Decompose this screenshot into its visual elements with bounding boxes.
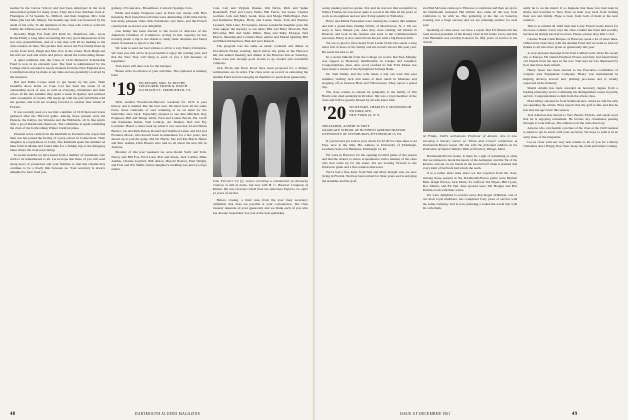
paragraph: Before closing, a brief note from the ever busy secretary: remember that dues are payable at your convenience. The class treasury depends on your generosity and we thank each of you who has already responded. See you at the next gathering.: [212, 198, 308, 215]
paragraph: We want to send our best wishes to all for a very Merry Christmas. We trust you will all be in good health to enjoy the coming year, and that the New Year will bring to each of you a full measure of happiness.: [111, 46, 207, 63]
address-line: 254 PEACH ST., SPRINGFIELD, VT.: [138, 88, 192, 93]
page-number: 48: [10, 412, 16, 417]
magazine-title: DARTMOUTH ALUMNI MAGAZINE: [134, 412, 201, 416]
page-number: 49: [571, 412, 578, 417]
issue-date: ISSUE OF DECEMBER 1961: [400, 412, 451, 416]
left-column-2: [111, 6, 206, 404]
paragraph: We were delighted to receive news that Roger Whitman, one of our most loyal members, has completed forty years of service with the same company and is now planning a round-the-world trip with his wife Ruth.: [422, 193, 518, 210]
paragraph: In a recent bulletin from the College we notice that Ken Murphy was tapped to Honorary membership in Casque and Gauntlet. Congratulations, Ken. Also word reached us that Fritz Parker has been made a trustee of the Springfield Savings Bank.: [322, 54, 417, 72]
class-year-heading-20: [322, 103, 417, 125]
treasurer-line: TREASURER, FRANK R. HATCH: [138, 84, 188, 89]
left-column-3: [213, 6, 308, 404]
paragraph: and Bud McLane came up to Hanover to celebrate and then on up for the Dartmouth weekend. Hal Gilbert also came all the way from California to be with us. The gathering at the Inn on Saturday evening was a huge success and we are planning another for next year.: [422, 6, 518, 27]
secretary-line: SECRETARY, MRS. M. BLYTHE: [138, 80, 186, 85]
paragraph: Cole, Carl and Virginia Danzer, Jim Davis, Dick and Spike Dodenhoff, Fred and Grace Wells, Bill Ferris, Joe Geier, Charles Gorman, Jack and Mary Grant, Ross and Marge Heffelfinger, Pete and Katherine Hughes, Harry and Louise Janus, Tom and Bernice Leonard, Sam Lenz, Ed Lennon, whose wonderful daughter gave the class supper the mystery at our table; Phil and Betty MacColl, Bob McCarthy, Bill and Sadie Miller, Shep and Ruby Morgan, Ned Morris, Sheridan and Cornelia Mott, Arthur and Muriel Quimby, Bill and Helen Richardson, Bud and Gert Russell.: [212, 6, 308, 44]
paragraph: sadly he is on the mend. It so happens that these two had been in Rome and travelled to New York on their way back from visiting their son and family. Hope to hear from both of them at the next reunion.: [523, 6, 619, 23]
paragraph: In recent months we have heard from a number of classmates who wish to be remembered to all. Let us hope that more of you will send along news of yourselves and your families so that this column may continue to be a lively link between us. Your secretary is always delighted to hear from you.: [10, 153, 106, 174]
paragraph: Pleasant news came from the Kimballs in Portland who report that their son has joined the faculty of a prep school in Connecticut. Their daughter is a sophomore at Colby. The Kimballs spent the summer on their farm in Maine and found time for a fishing trip to the Rangeley lakes where the trout were biting.: [10, 131, 106, 153]
paragraph: Dartmouth-Brown Game. It must be a sign of something or other that we refused to break the hearts of the Armagnac and the Tar of the Ravens, and sat on our hands in the second half when it seemed that every kind of bad luck had struck the team.: [422, 153, 518, 171]
right-column-1: [322, 6, 417, 404]
photo-professor-speaking: [423, 46, 518, 132]
paragraph: Tom Jones will take over for the banquet.: [115, 64, 172, 69]
paragraph: We are so glad to have heard from Leslie Clark who sends a long letter full of news of his family and his travels abroad this past year. He sends his best to all.: [322, 41, 417, 54]
paragraph: It is a rather short time since we last reported from the class. Among those present at the Dartmouth-Brown game were Herbert Bain, Ralph Brown, Jack Dunn, Ev Gifford, Sid Hayes, Bill Lyons, Doc Martin, and Ed Vail. Also spotted were Ted Hodges and Bob Perkins, both with their wives.: [422, 171, 518, 193]
right-page-footer: [400, 412, 577, 417]
class-officers: [349, 105, 411, 118]
photo-caption: At Friday, 1920's well-known Professor of Alumni, who is now pursuing a literary career at "Times and Crown" conference at Dartmouth-Brown Game. He sits with the principal address at the dedication of Daniel Webster Hall at Presbury Village, Mass.: [422, 134, 518, 151]
paragraph: Eddie and Kathy Ferguson were in Paris last winter with Bert Kennedy. Bert found that activities were demanding of his time but he had many pleasant visits with classmates over there, and the French countryside as always was delightful.: [111, 11, 207, 28]
paragraph: Well, another Woodstock-Hanover weekend for 1919 is past history and it seemed like the best ever. On hand were all the same faces, those comrades of ours returning to be on hand for the festivities once back. Especially pleased to see Abe Mitchell, Ray Ferguson, Bill and Marge Wells, Fred and Louise Booth, Pla. Groff and Katherine Kulds, Tom Lathrop, Art Dunbar, Ned and Fay Lavender. Heard a cheer went up when it was seen that Al and Helen Barrier, Joe and Pam Fulton, Ronald and Winifred Lakin, and Ted and Florence Morse, who haven't been in attendance for a few years, had shown up to join the gang. Old Dr. Harris, Sue and Pee Hatch, Helen and Mac Adams, Dick Barrett who told us all about his new life in Arizona.: [111, 99, 207, 150]
treasurer-line: TREASURER, ALBERT W. FREY: [322, 124, 370, 129]
address-line: NEW YORK 22, N. Y.: [349, 113, 381, 118]
paragraph: Anyone who can furnish a picture of the class at the 1920 reunion is asked to get in touch with your secretary. We hope to print it in an early issue of the magazine.: [523, 126, 619, 139]
class-year-number: '19: [111, 78, 136, 100]
paragraph: The program was the same as usual: cocktails and dinner at Woodstock Friday evening, lunch before the game at the Hanover Inn, the annual meeting and dinner at the Hanover Inn on Saturday. There were just enough good stories to go around and wonderful company.: [212, 44, 308, 66]
paragraph: Charles Frank Clark Burpee, of Hanover, spent a lot of news lines. Others have been busy with the Alumni Fund and we want to add our thanks to all who have given so generously this year.: [523, 37, 619, 50]
paragraph: sonny pushes) and two grates. Tex said he was not that wonderful as Walter Frames, he was never quite to recall at the time all his years of work as an engineer and are now living quietly in Wellesley.: [322, 6, 417, 19]
paragraph: If you haven't yet sent in your check for $7.00 for class dues to Al Frey, now is the time. His address is University of Pittsburgh, Graduate School of Business, Pittsburgh 13, Pa.: [322, 139, 417, 152]
paragraph: We've had a fine letter from Ned and Mary Knight who are now living in Florida. Ned has been retired for three years and is enjoying the sunshine and the golf.: [322, 170, 417, 183]
paragraph: Monday of this past weekend we were Rodel Swift and Tom, Nancy and Bill Fox, Ferd Lord, Eric and Rosie, Jack Collins, Mike Adams, Charles Gaylord, Bill Alston, Harold Neelon, Paul Wright, and Fran and Nat Smith, whose daughter's wedding was just two days earlier.: [111, 150, 207, 171]
address-line: 950 PARK AVE.: [349, 109, 372, 114]
left-column-1: [10, 6, 105, 404]
paragraph: Speaking of class news, we have a report that Ed Wentworth has been elected president of the Rotary Club in his home town, and that Chet Burnham was recently honored for fifty years of service to his church.: [422, 27, 518, 45]
paragraph: The class wishes to extend its sympathy to the family of Jim Harris who died suddenly in October. Jim was a loyal member of the class and will be greatly missed by all who knew him.: [322, 89, 417, 103]
photo-commission-ceremony: [213, 81, 308, 177]
paragraph: teacher in the Glover School and had been employed in the local educational system for many years. They have four children: Jack A. Flannigan, of 54 Seaside St., Milford, and their daughter, Mrs. John Matte (the late Mr. Matte). Six months ago Jack was bereaved by the death of his wife. To the members of the class who wish to write his family his address was sent forward.: [10, 6, 106, 31]
paragraph: Jack Atherton has moved to Vero Beach, Florida, and sends word that he is enjoying retirement. He invites any classmates passing through to look him up. The address is in the class directory.: [523, 112, 619, 126]
right-column-2: [423, 6, 518, 404]
paragraph: A very pleasant message from Tom Lambert tells about his recent trip to Europe. He visited England, France and Italy and found many old friends from his days in the war. Tom says he was impressed by how much has been rebuilt.: [523, 50, 619, 68]
paragraph: Hal and Eddie Cooke seem to get busier by the year. Their beautiful shore home on Cape Cod has been the scene of an outstanding stock of sun, as well as everyday, classmates and their wives. In the late summer they spent a week in Quebec and returned with a basketful of stories. Hal keeps up with his golf and Eddie with her garden, and both are looking forward to another fine winter in Florida.: [10, 79, 106, 109]
address-line: UNIVERSITY OF PITTSBURGH, PITTSBURGH 13, PA.: [322, 132, 403, 137]
photo-caption: John Ferrucci '19 (r), shown receiving a commission as Kentucky Colonel, is still at home, but now with H. C. Hanover Company of Boston. He was recently raised from the American Express Co. after 41 years of service.: [212, 178, 308, 195]
paragraph: gomery, 25 Lake Ave., Broadmoor, Colorado Springs, Colo.: [111, 6, 193, 10]
left-page-footer: [10, 412, 200, 417]
paragraph: It was recently seen at a tea that a number of 1919 men and wives gathered after the Harvard game. Among those present were the Parkers, the Kellys, the Warrens and the Hubbards, all in fine spirits after a good Dartmouth afternoon. The committee is again reminding the class of the forthcoming Winter Carnival plans.: [10, 109, 106, 131]
paragraph: Harry and Mabel Fessenden were touring the country this summer and had a grand time visiting Walch, of Morristown, N. J. We are sorry to have missed you. Also they were visiting old friends in Hanover and took in the reunion and went to the Commencement exercises. Harry is now retired from his job with a big Boston firm.: [322, 19, 417, 41]
paragraph: Sherm Adams has been awarded an honorary degree from a leading university and is continuing his distinguished career in public service. Congratulations to him from the whole class.: [523, 85, 619, 99]
paragraph: This is to remind all 1920 men that Larry Farrell wants letters for the news column. Larry says the class column has been dull recently because he simply has had no news. Please, please drop him a card.: [523, 23, 619, 36]
paragraph: Let us close with our very best wishes to all of you for a Merry Christmas and a Happy New Year. Keep the cards and letters coming.: [523, 139, 619, 148]
paragraph: Recently Hugh Fox from 203 Perth St., Brantford, Ont., wrote Rome Emley a long letter recounting the very good impressions of his two new grandchildren, and of a trip they will all be making to the class reunion in June. The picture here shows the Fox family lined up on the front lawn, Hugh and Mrs. Fox in the center. Both Hugh and his wife are well and active and plan to attend the forthcoming dinner.: [10, 31, 106, 57]
paragraph: Please write in advance of your activities. The cupboard is running bare!: [111, 69, 207, 78]
paragraph: Henry Spear has been elected to the Executive Committee of Graphic Arts Equipment Company. Henry was instrumental in helping develop several new printing processes and is widely respected in the industry.: [523, 68, 619, 85]
paragraph: Brad Ottley checked in from Seminole Ave. where he and his wife are spending the winter. Brad reports that the golf is fine and that he has shot his age twice this season.: [523, 99, 619, 112]
class-year-number: '20: [322, 103, 347, 125]
right-page: [314, 0, 628, 420]
paragraph: Gus Kemp has been elected to the board of directors of the American Chamber of Commerce. Acting in this capacity, he has recently made a trip to the Orient to study trade relations and found much of interest to report to the club.: [111, 28, 207, 46]
secretary-line: SECRETARY, CHARLES F. MCDONOUGH: [349, 105, 412, 110]
paragraph: A quiet reminder that the Class of 1919 Memorial Scholarship Fund is now in its eleventh year. The fund is administered by the College and is awarded to needy students from the New England area. Contributions may be made at any time and are gratefully received by the treasurer.: [10, 57, 106, 79]
treasurer-info: [322, 124, 417, 137]
paragraph: Jack Thom and Dave Rood have been proposed for a dinner; nominations are in order. The class went on record as endorsing the Alumni Fund and encouraging its members to participate generously.: [212, 66, 308, 79]
paragraph: Dr. Tom Emley and his wife made a trip out west this past summer, visiting Jack and Anna at their ranch in Montana and stopping off at Jackson Hole and Yellowstone. They report a grand trip.: [322, 72, 417, 89]
address-line: GRADUATE SCHOOL OF BUSINESS ADMINISTRATION: [322, 128, 406, 133]
class-officers: [139, 81, 192, 94]
class-year-heading-19: [111, 78, 206, 100]
paragraph: We were in Hanover for the opening football game of the season and had the chance to renew acquaintance with a number of the class who had come up for the event. We are looking forward to the Princeton game and a fine reunion afterward.: [322, 152, 417, 170]
right-column-3: [523, 6, 618, 404]
